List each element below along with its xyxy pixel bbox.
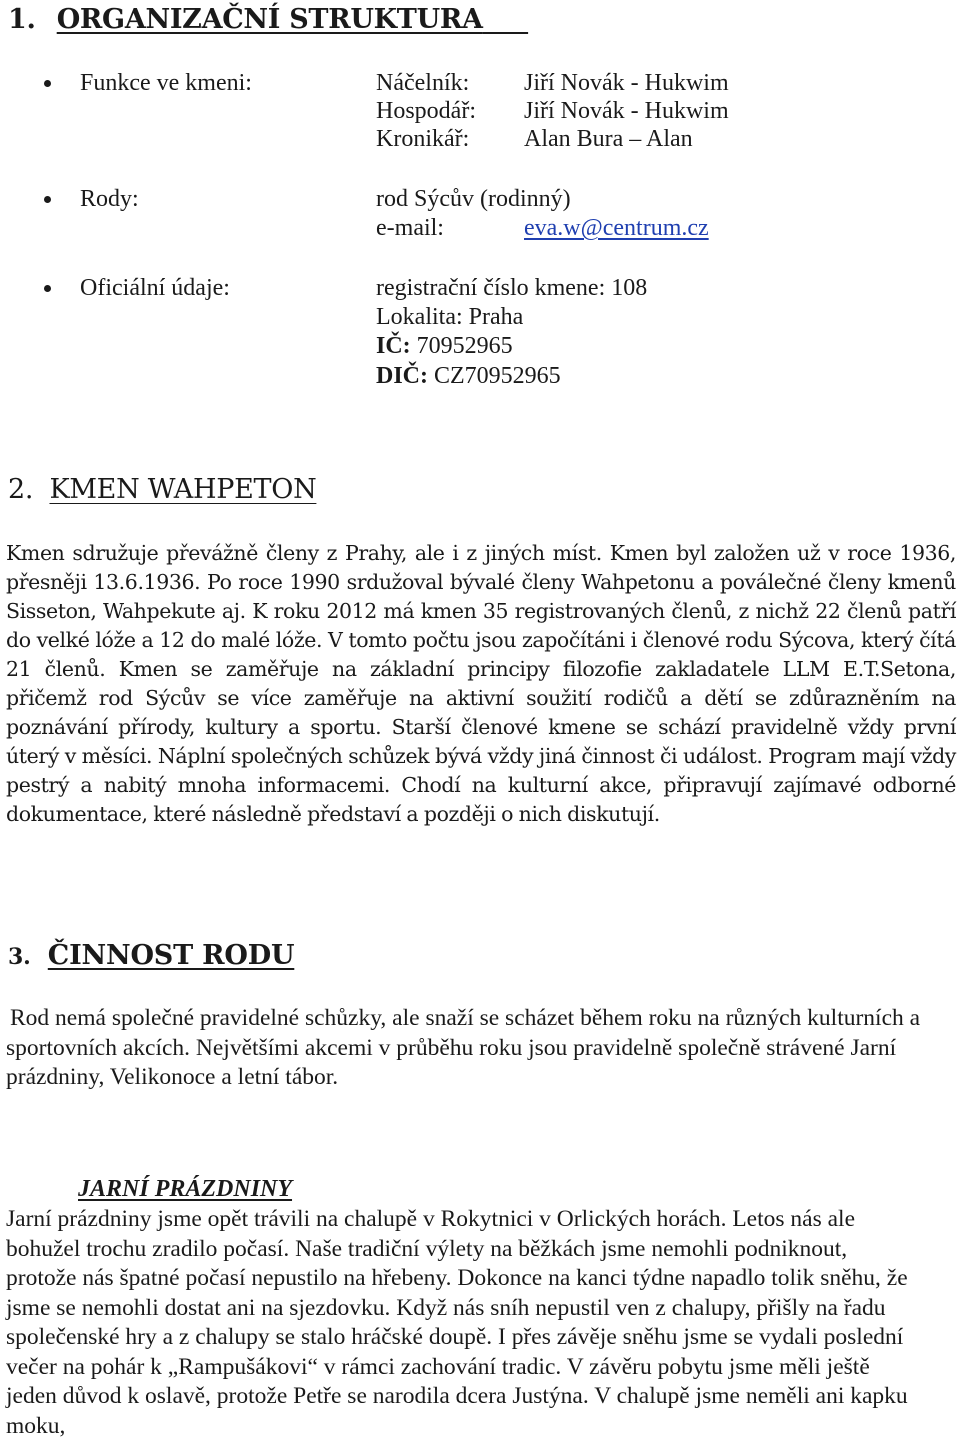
section-3-paragraph (6, 1004, 936, 1093)
role-name: Alan Bura – Alan (524, 126, 693, 152)
spring-holidays-title: JARNÍ PRÁZDNINY (78, 1176, 293, 1202)
section-1-number: 1. (8, 4, 36, 35)
official-label: Oficiální údaje: (80, 275, 230, 301)
spring-holidays-paragraph: Jarní prázdniny jsme opět trávili na chalupě v Rokytnici v Orlických horách. Letos nás ale bohužel trochu zradilo počasí. Naše tradiční výlety na běžkách jsme nemohli podniknout, protože nás špatné počasí nepustilo na hřebeny. Dokonce na kanci týdne napadlo tolik sněhu, že jsme se nemohli dostat ani na sjezdovku. Když nás sníh nepustil ven z chalupy, přišly na řadu společenské hry a z chalupy se stalo hráčské doupě. I přes závěje sněhu jsme se vydali poslední večer na pohár k „Rampušákovi“ v rámci zachování tradic. V závěru pobytu jsme měli ještě jeden důvod k oslavě, protože Petře se narodila dcera Justýna. V chalupě jsme neměli ani kapku moku, (6, 1206, 908, 1439)
ic-number (376, 332, 513, 361)
section-3-heading (8, 940, 294, 971)
section-2-heading (8, 474, 316, 505)
email-link[interactable]: eva.w@centrum.cz (524, 215, 709, 241)
email-label: e-mail: (376, 215, 444, 241)
bullet-icon (44, 80, 51, 87)
section-3-title: ČINNOST RODU (47, 940, 295, 971)
role-name: Jiří Novák - Hukwim (524, 70, 729, 96)
section-3-text: Rod nemá společné pravidelné schůzky, ale snaží se scházet během roku na různých kulturních a sportovních akcích. Největšími akcemi v průběhu roku jsou pravidelně společně strávené Jarní prázdniny, Velikonoce a letní tábor. (6, 1005, 921, 1090)
role-label: Kronikář: (376, 126, 470, 152)
locality: Lokalita: Praha (376, 304, 524, 330)
role-label: Náčelník: (376, 70, 470, 96)
clans-label: Rody: (80, 186, 139, 212)
dic-label: DIČ: (376, 363, 428, 389)
ic-value: 70952965 (410, 333, 513, 359)
bullet-icon (44, 196, 51, 203)
ic-label: IČ: (376, 333, 411, 359)
role-name: Jiří Novák - Hukwim (524, 98, 729, 124)
bullet-icon (44, 285, 51, 292)
role-label: Hospodář: (376, 98, 476, 124)
dic-number (376, 362, 561, 391)
registration-number: registrační číslo kmene: 108 (376, 275, 648, 301)
spring-holidays-heading (78, 1176, 292, 1203)
section-1-title: ORGANIZAČNÍ STRUKTURA (56, 4, 483, 35)
functions-label: Funkce ve kmeni: (80, 70, 252, 96)
dic-value: CZ70952965 (428, 363, 561, 389)
section-3-number: 3. (8, 944, 31, 970)
section-2-title: KMEN WAHPETON (49, 474, 317, 505)
section-2-paragraph: Kmen sdružuje převážně členy z Prahy, ale i z jiných míst. Kmen byl založen už v roce 1936, přesněji 13.6.1936. Po roce 1990 srdužoval bývalé členy Wahpetonu a poválečné členy kmenů Sisseton, Wahpekute aj. K roku 2012 má kmen 35 registrovaných členů, z nichž 22 členů patří do velké lóže a 12 do malé lóže. V tomto počtu jsou započítáni i členové rodu Sýcova, který čítá 21 členů. Kmen se zaměřuje na základní principy filozofie zakladatele LLM E.T.Setona, přičemž rod Sýcův se více zaměřuje na aktivní soužití rodičů a dětí se zdůrazněním na poznávání přírody, kultury a sportu. Starší členové kmene se schází pravidelně vždy první úterý v měsíci. Náplní společných schůzek bývá vždy jiná činnost či událost. Program mají vždy pestrý a nabitý mnoha informacemi. Chodí na kulturní akce, připravují zajímavé odborné dokumentace, které následně představí a později o nich diskutují. (6, 541, 956, 826)
section-2-number: 2. (8, 474, 34, 505)
clan-name: rod Sýcův (rodinný) (376, 186, 571, 212)
section-1-heading (8, 4, 528, 35)
